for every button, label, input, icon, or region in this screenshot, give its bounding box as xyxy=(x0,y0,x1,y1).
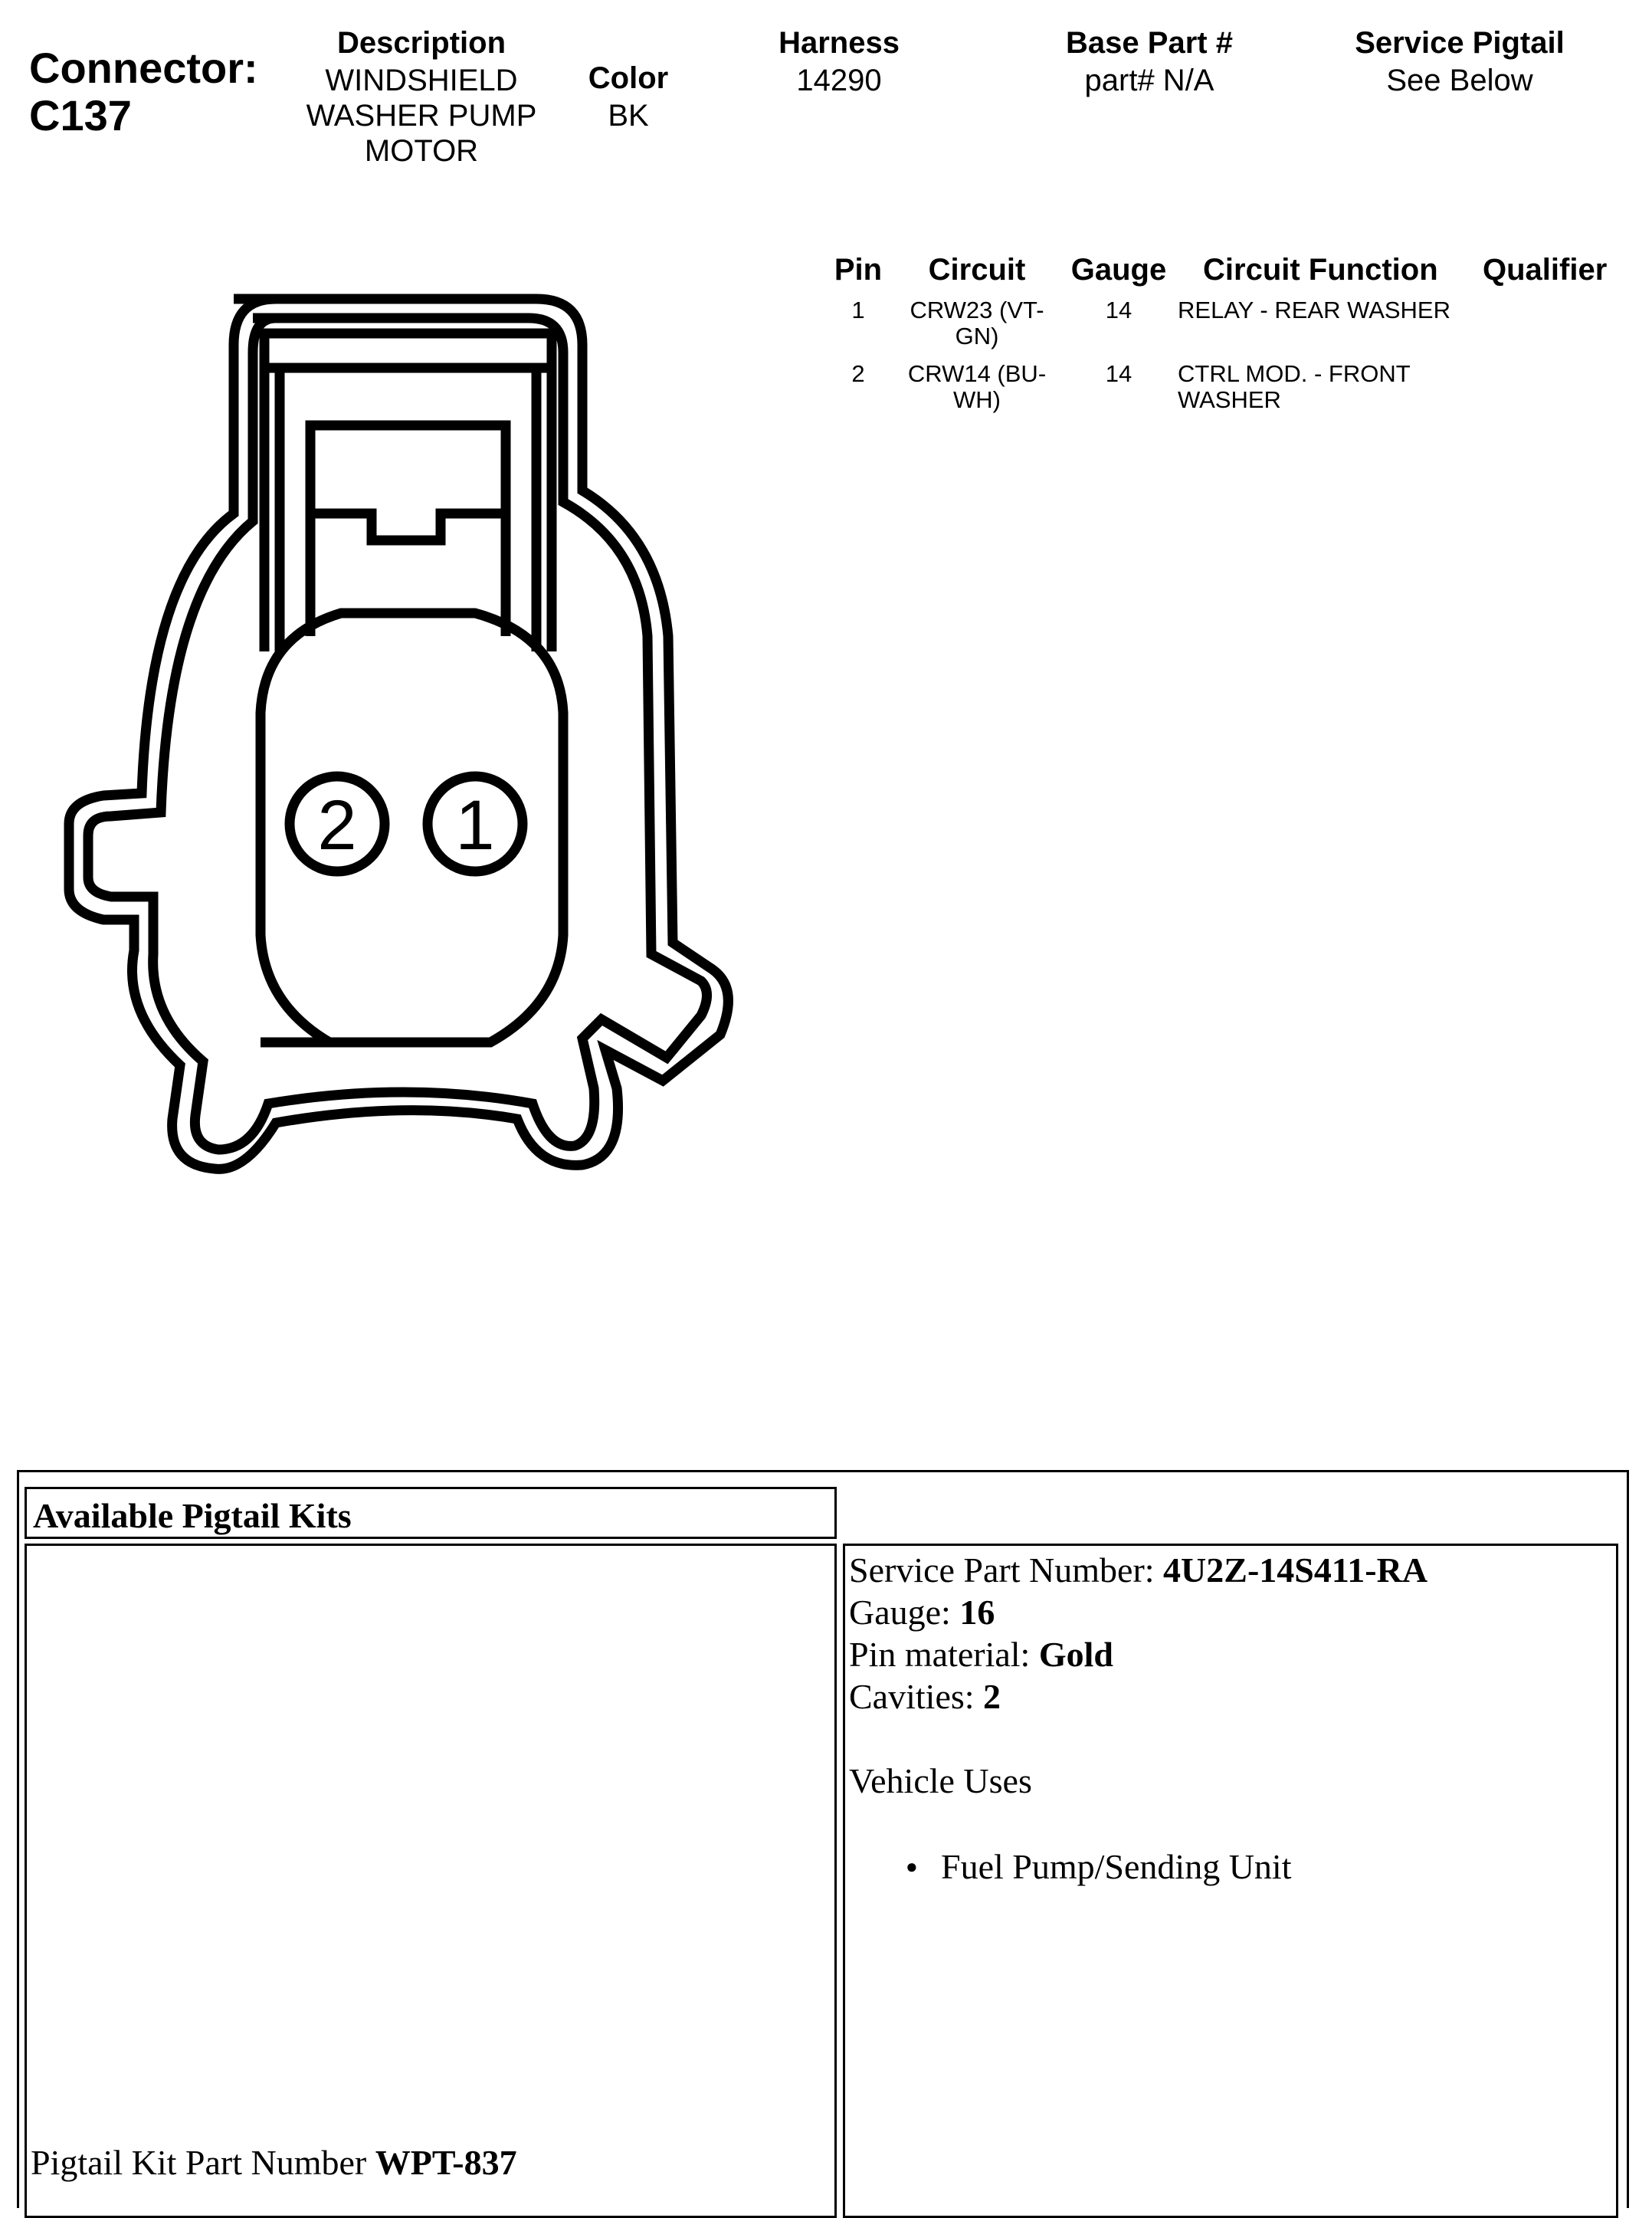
pigtail-kit-number: WPT-837 xyxy=(375,2143,517,2182)
row-gauge: 14 xyxy=(1105,360,1132,387)
connector-face-diagram xyxy=(46,276,782,1249)
pin-column-header: Pin xyxy=(834,253,883,287)
row-circuit-line-1: CRW14 (BU- xyxy=(907,360,1047,387)
pin-material xyxy=(849,1633,1616,1675)
pigtail-gauge-label: Gauge: xyxy=(849,1593,960,1632)
base-part-value: part# N/A xyxy=(1084,64,1214,97)
service-part-number xyxy=(849,1549,1616,1591)
lock-tab xyxy=(310,425,506,636)
circuit-column-header: Circuit xyxy=(928,253,1026,287)
connector-id: C137 xyxy=(29,91,132,139)
row-function-line-1: CTRL MOD. - FRONT xyxy=(1178,360,1411,387)
row-function-line-2: WASHER xyxy=(1178,386,1281,413)
pigtail-gauge-value: 16 xyxy=(959,1593,995,1632)
pin-material-label: Pin material: xyxy=(849,1635,1039,1674)
connector-title xyxy=(29,44,258,139)
pigtail-kits-title-cell xyxy=(25,1487,837,1539)
row-circuit-line-1: CRW23 (VT- xyxy=(910,297,1044,323)
row-circuit-line-2: WH) xyxy=(953,386,1001,413)
description-line-2: WASHER PUMP xyxy=(306,99,537,133)
description-column xyxy=(268,23,575,169)
service-part-value: 4U2Z-14S411-RA xyxy=(1163,1550,1428,1590)
vehicle-uses-label: Vehicle Uses xyxy=(849,1761,1032,1800)
cavities xyxy=(849,1675,1616,1718)
connector-label: Connector: xyxy=(29,44,258,92)
base-part-column xyxy=(1034,23,1264,98)
color-header: Color xyxy=(588,61,669,95)
cavities-label: Cavities: xyxy=(849,1677,984,1716)
service-pigtail-column xyxy=(1310,23,1609,98)
service-pigtail-value: See Below xyxy=(1386,64,1533,97)
pigtail-kits-title: Available Pigtail Kits xyxy=(33,1496,352,1535)
gauge-column-header: Gauge xyxy=(1070,253,1167,287)
pigtail-kit-part-number xyxy=(31,2142,517,2183)
row-pin: 1 xyxy=(851,297,865,323)
description-header: Description xyxy=(336,26,506,60)
row-circuit xyxy=(889,297,1065,349)
pin-1-label: 1 xyxy=(455,786,495,865)
row-circuit xyxy=(889,361,1065,413)
row-function: RELAY - REAR WASHER xyxy=(1178,297,1451,323)
description-line-1: WINDSHIELD xyxy=(325,64,518,97)
pigtail-image-cell xyxy=(25,1544,837,2218)
base-part-header: Base Part # xyxy=(1066,26,1233,60)
pigtail-details-cell xyxy=(843,1544,1618,2218)
list-item: ● Fuel Pump/Sending Unit xyxy=(849,1846,1616,1888)
service-part-label: Service Part Number: xyxy=(849,1550,1164,1590)
description-line-3: MOTOR xyxy=(364,134,479,168)
color-value: BK xyxy=(608,99,649,133)
harness-header: Harness xyxy=(778,26,900,60)
row-pin: 2 xyxy=(851,360,865,387)
pin-2-label: 2 xyxy=(317,786,357,865)
connector-inner-outline xyxy=(88,318,707,1150)
harness-column xyxy=(724,23,954,98)
pigtail-kit-label: Pigtail Kit Part Number xyxy=(31,2143,375,2182)
qualifier-column-header: Qualifier xyxy=(1483,253,1608,287)
row-function xyxy=(1178,361,1411,413)
pigtail-gauge xyxy=(849,1591,1616,1633)
harness-value: 14290 xyxy=(796,64,882,97)
cavities-value: 2 xyxy=(983,1677,1001,1716)
row-circuit-line-2: GN) xyxy=(955,323,999,349)
pin-material-value: Gold xyxy=(1038,1635,1113,1674)
service-pigtail-header: Service Pigtail xyxy=(1355,26,1565,60)
vehicle-uses-list xyxy=(849,1846,1616,1888)
row-gauge: 14 xyxy=(1105,297,1132,323)
color-column xyxy=(552,58,705,133)
circuit-function-column-header: Circuit Function xyxy=(1203,253,1438,287)
